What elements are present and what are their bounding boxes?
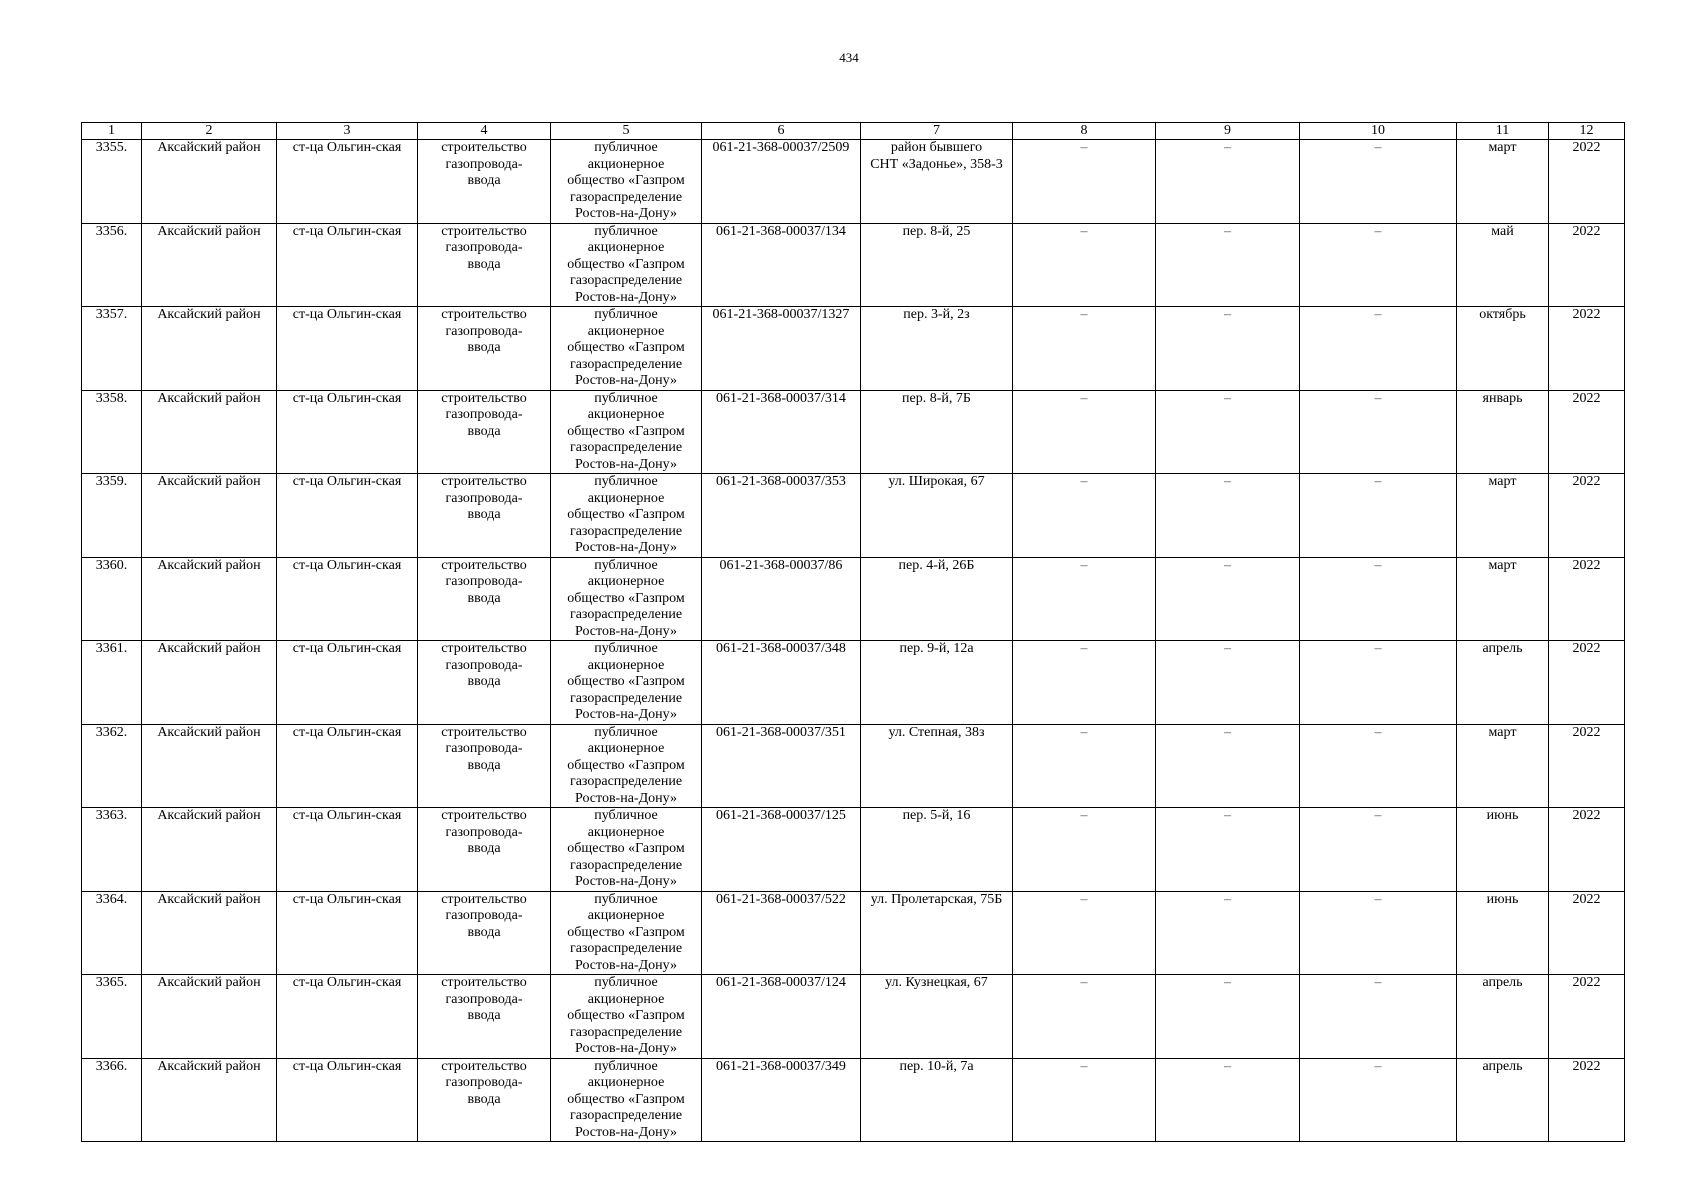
column-number-10: 10 bbox=[1300, 123, 1457, 140]
month-cell: апрель bbox=[1457, 1058, 1549, 1142]
org-line: акционерное bbox=[587, 908, 665, 923]
year-cell: 2022 bbox=[1549, 307, 1625, 391]
work-line: газопровода- bbox=[445, 741, 523, 756]
org-line: акционерное bbox=[587, 490, 665, 506]
org-line: Ростов-на-Дону» bbox=[575, 874, 677, 889]
district-cell: Аксайский район bbox=[142, 724, 277, 808]
col9-cell: – bbox=[1156, 474, 1300, 558]
org-line: акционерное bbox=[587, 1075, 665, 1090]
district-cell: Аксайский район bbox=[142, 891, 277, 975]
district-cell: Аксайский район bbox=[142, 557, 277, 641]
org-line: общество «Газпром bbox=[567, 423, 685, 439]
organization-cell bbox=[551, 808, 702, 892]
col10-cell: – bbox=[1300, 724, 1457, 808]
org-line: публичное bbox=[594, 390, 658, 406]
org-line: газораспределение bbox=[569, 440, 683, 455]
cadastral-code-cell: 061-21-368-00037/125 bbox=[702, 808, 861, 892]
month-cell: апрель bbox=[1457, 975, 1549, 1059]
settlement-cell: ст-ца Ольгин-ская bbox=[277, 140, 418, 224]
district-cell: Аксайский район bbox=[142, 307, 277, 391]
year-cell: 2022 bbox=[1549, 808, 1625, 892]
org-line: Ростов-на-Дону» bbox=[575, 707, 677, 722]
col9-cell: – bbox=[1156, 223, 1300, 307]
work-line: ввода bbox=[467, 924, 501, 940]
org-line: акционерное bbox=[587, 991, 665, 1007]
col8-cell: – bbox=[1013, 1058, 1156, 1142]
district-cell: Аксайский район bbox=[142, 390, 277, 474]
work-line: газопровода- bbox=[445, 1075, 523, 1090]
table-row bbox=[82, 1058, 1625, 1142]
org-line: акционерное bbox=[587, 741, 665, 756]
org-line: газораспределение bbox=[569, 607, 683, 622]
address-cell bbox=[861, 307, 1013, 391]
org-line: Ростов-на-Дону» bbox=[575, 456, 677, 472]
address-cell bbox=[861, 474, 1013, 558]
district-cell: Аксайский район bbox=[142, 1058, 277, 1142]
col8-cell: – bbox=[1013, 390, 1156, 474]
work-type-cell bbox=[418, 474, 551, 558]
org-line: общество «Газпром bbox=[567, 173, 685, 188]
work-line: строительство bbox=[441, 641, 527, 656]
column-number-4: 4 bbox=[418, 123, 551, 140]
address-cell bbox=[861, 140, 1013, 224]
work-line: строительство bbox=[441, 307, 527, 322]
org-line: акционерное bbox=[587, 323, 665, 339]
month-cell: март bbox=[1457, 557, 1549, 641]
work-line: ввода bbox=[467, 423, 501, 439]
work-line: ввода bbox=[467, 1091, 501, 1107]
column-number-2: 2 bbox=[142, 123, 277, 140]
column-number-12: 12 bbox=[1549, 123, 1625, 140]
work-line: ввода bbox=[467, 1008, 501, 1023]
year-cell: 2022 bbox=[1549, 641, 1625, 725]
org-line: акционерное bbox=[587, 407, 665, 422]
work-line: газопровода- bbox=[445, 156, 523, 172]
org-line: газораспределение bbox=[569, 690, 683, 706]
work-type-cell bbox=[418, 724, 551, 808]
org-line: акционерное bbox=[587, 156, 665, 172]
address-cell bbox=[861, 641, 1013, 725]
month-cell: июнь bbox=[1457, 808, 1549, 892]
work-type-cell bbox=[418, 390, 551, 474]
settlement-cell: ст-ца Ольгин-ская bbox=[277, 891, 418, 975]
cadastral-code-cell: 061-21-368-00037/86 bbox=[702, 557, 861, 641]
work-type-cell bbox=[418, 140, 551, 224]
address-line: пер. 5-й, 16 bbox=[902, 808, 971, 823]
cadastral-code-cell: 061-21-368-00037/134 bbox=[702, 223, 861, 307]
settlement-cell: ст-ца Ольгин-ская bbox=[277, 1058, 418, 1142]
district-cell: Аксайский район bbox=[142, 140, 277, 224]
org-line: Ростов-на-Дону» bbox=[575, 373, 677, 388]
organization-cell bbox=[551, 975, 702, 1059]
settlement-cell: ст-ца Ольгин-ская bbox=[277, 307, 418, 391]
col8-cell: – bbox=[1013, 557, 1156, 641]
cadastral-code-cell: 061-21-368-00037/353 bbox=[702, 474, 861, 558]
work-line: строительство bbox=[441, 724, 527, 740]
organization-cell bbox=[551, 474, 702, 558]
org-line: газораспределение bbox=[569, 523, 683, 539]
org-line: публичное bbox=[594, 891, 658, 907]
address-line: СНТ «Задонье», 358-3 bbox=[870, 156, 1003, 172]
work-line: строительство bbox=[441, 140, 527, 155]
org-line: Ростов-на-Дону» bbox=[575, 540, 677, 555]
col9-cell: – bbox=[1156, 307, 1300, 391]
table-row bbox=[82, 307, 1625, 391]
col10-cell: – bbox=[1300, 641, 1457, 725]
address-cell bbox=[861, 724, 1013, 808]
address-line: пер. 8-й, 25 bbox=[902, 223, 971, 239]
month-cell: май bbox=[1457, 223, 1549, 307]
column-number-1: 1 bbox=[82, 123, 142, 140]
work-line: газопровода- bbox=[445, 574, 523, 589]
address-cell bbox=[861, 390, 1013, 474]
settlement-cell: ст-ца Ольгин-ская bbox=[277, 641, 418, 725]
address-line: пер. 9-й, 12а bbox=[899, 641, 974, 656]
row-number: 3355. bbox=[82, 140, 142, 224]
cadastral-code-cell: 061-21-368-00037/2509 bbox=[702, 140, 861, 224]
address-line: пер. 4-й, 26Б bbox=[898, 557, 975, 573]
row-number: 3356. bbox=[82, 223, 142, 307]
row-number: 3362. bbox=[82, 724, 142, 808]
row-number: 3360. bbox=[82, 557, 142, 641]
row-number: 3357. bbox=[82, 307, 142, 391]
year-cell: 2022 bbox=[1549, 390, 1625, 474]
col10-cell: – bbox=[1300, 223, 1457, 307]
organization-cell bbox=[551, 307, 702, 391]
col8-cell: – bbox=[1013, 474, 1156, 558]
org-line: общество «Газпром bbox=[567, 590, 685, 606]
org-line: газораспределение bbox=[569, 857, 683, 873]
col9-cell: – bbox=[1156, 724, 1300, 808]
address-line: пер. 10-й, 7а bbox=[899, 1058, 974, 1074]
address-cell bbox=[861, 557, 1013, 641]
col8-cell: – bbox=[1013, 975, 1156, 1059]
district-cell: Аксайский район bbox=[142, 641, 277, 725]
col10-cell: – bbox=[1300, 891, 1457, 975]
column-number-8: 8 bbox=[1013, 123, 1156, 140]
month-cell: апрель bbox=[1457, 641, 1549, 725]
district-cell: Аксайский район bbox=[142, 474, 277, 558]
org-line: Ростов-на-Дону» bbox=[575, 623, 677, 639]
year-cell: 2022 bbox=[1549, 557, 1625, 641]
org-line: газораспределение bbox=[569, 1108, 683, 1123]
org-line: акционерное bbox=[587, 657, 665, 673]
work-line: газопровода- bbox=[445, 991, 523, 1007]
col10-cell: – bbox=[1300, 1058, 1457, 1142]
page-number: 434 bbox=[839, 50, 859, 65]
address-cell bbox=[861, 223, 1013, 307]
org-line: Ростов-на-Дону» bbox=[575, 1124, 677, 1140]
settlement-cell: ст-ца Ольгин-ская bbox=[277, 474, 418, 558]
column-number-5: 5 bbox=[551, 123, 702, 140]
work-type-cell bbox=[418, 557, 551, 641]
org-line: акционерное bbox=[587, 574, 665, 589]
work-line: строительство bbox=[441, 1058, 527, 1074]
address-cell bbox=[861, 891, 1013, 975]
work-line: ввода bbox=[467, 674, 501, 689]
column-number-9: 9 bbox=[1156, 123, 1300, 140]
gas-connection-table bbox=[81, 122, 1625, 1142]
work-line: ввода bbox=[467, 173, 501, 188]
work-type-cell bbox=[418, 1058, 551, 1142]
work-line: ввода bbox=[467, 256, 501, 272]
col8-cell: – bbox=[1013, 307, 1156, 391]
work-line: газопровода- bbox=[445, 908, 523, 923]
work-line: газопровода- bbox=[445, 490, 523, 506]
year-cell: 2022 bbox=[1549, 140, 1625, 224]
organization-cell bbox=[551, 223, 702, 307]
col10-cell: – bbox=[1300, 808, 1457, 892]
table-row bbox=[82, 724, 1625, 808]
work-line: строительство bbox=[441, 390, 527, 406]
org-line: Ростов-на-Дону» bbox=[575, 289, 677, 305]
month-cell: март bbox=[1457, 474, 1549, 558]
address-line: пер. 8-й, 7Б bbox=[902, 390, 971, 406]
col9-cell: – bbox=[1156, 975, 1300, 1059]
organization-cell bbox=[551, 724, 702, 808]
year-cell: 2022 bbox=[1549, 891, 1625, 975]
district-cell: Аксайский район bbox=[142, 223, 277, 307]
org-line: акционерное bbox=[587, 240, 665, 255]
col9-cell: – bbox=[1156, 808, 1300, 892]
col9-cell: – bbox=[1156, 390, 1300, 474]
org-line: общество «Газпром bbox=[567, 507, 685, 522]
address-cell bbox=[861, 1058, 1013, 1142]
row-number: 3361. bbox=[82, 641, 142, 725]
table-row bbox=[82, 808, 1625, 892]
month-cell: июнь bbox=[1457, 891, 1549, 975]
table-row bbox=[82, 474, 1625, 558]
row-number: 3359. bbox=[82, 474, 142, 558]
table-row bbox=[82, 223, 1625, 307]
col10-cell: – bbox=[1300, 975, 1457, 1059]
year-cell: 2022 bbox=[1549, 724, 1625, 808]
address-line: пер. 3-й, 2з bbox=[903, 307, 970, 322]
col10-cell: – bbox=[1300, 390, 1457, 474]
org-line: газораспределение bbox=[569, 356, 683, 372]
col8-cell: – bbox=[1013, 891, 1156, 975]
column-number-7: 7 bbox=[861, 123, 1013, 140]
org-line: публичное bbox=[594, 223, 658, 239]
organization-cell bbox=[551, 1058, 702, 1142]
work-type-cell bbox=[418, 891, 551, 975]
address-line: район бывшего bbox=[890, 140, 983, 155]
work-type-cell bbox=[418, 808, 551, 892]
org-line: газораспределение bbox=[569, 1024, 683, 1040]
work-line: газопровода- bbox=[445, 824, 523, 840]
col9-cell: – bbox=[1156, 891, 1300, 975]
col10-cell: – bbox=[1300, 140, 1457, 224]
address-line: ул. Широкая, 67 bbox=[888, 474, 985, 489]
org-line: общество «Газпром bbox=[567, 841, 685, 856]
table-row bbox=[82, 390, 1625, 474]
column-number-6: 6 bbox=[702, 123, 861, 140]
table-row bbox=[82, 557, 1625, 641]
col8-cell: – bbox=[1013, 641, 1156, 725]
row-number: 3358. bbox=[82, 390, 142, 474]
column-number-row bbox=[82, 123, 1625, 140]
year-cell: 2022 bbox=[1549, 474, 1625, 558]
col9-cell: – bbox=[1156, 140, 1300, 224]
cadastral-code-cell: 061-21-368-00037/349 bbox=[702, 1058, 861, 1142]
col8-cell: – bbox=[1013, 724, 1156, 808]
cadastral-code-cell: 061-21-368-00037/348 bbox=[702, 641, 861, 725]
year-cell: 2022 bbox=[1549, 975, 1625, 1059]
org-line: публичное bbox=[594, 724, 658, 740]
col9-cell: – bbox=[1156, 557, 1300, 641]
cadastral-code-cell: 061-21-368-00037/314 bbox=[702, 390, 861, 474]
work-line: ввода bbox=[467, 841, 501, 856]
col8-cell: – bbox=[1013, 140, 1156, 224]
org-line: публичное bbox=[594, 641, 658, 656]
organization-cell bbox=[551, 641, 702, 725]
column-number-3: 3 bbox=[277, 123, 418, 140]
work-line: строительство bbox=[441, 557, 527, 573]
cadastral-code-cell: 061-21-368-00037/124 bbox=[702, 975, 861, 1059]
organization-cell bbox=[551, 557, 702, 641]
org-line: общество «Газпром bbox=[567, 256, 685, 272]
year-cell: 2022 bbox=[1549, 1058, 1625, 1142]
work-line: ввода bbox=[467, 340, 501, 355]
org-line: газораспределение bbox=[569, 273, 683, 288]
district-cell: Аксайский район bbox=[142, 808, 277, 892]
work-type-cell bbox=[418, 223, 551, 307]
table-row bbox=[82, 140, 1625, 224]
work-line: газопровода- bbox=[445, 657, 523, 673]
work-line: ввода bbox=[467, 757, 501, 773]
address-line: ул. Пролетарская, 75Б bbox=[870, 891, 1003, 907]
cadastral-code-cell: 061-21-368-00037/1327 bbox=[702, 307, 861, 391]
cadastral-code-cell: 061-21-368-00037/522 bbox=[702, 891, 861, 975]
work-line: строительство bbox=[441, 808, 527, 823]
address-line: ул. Кузнецкая, 67 bbox=[885, 975, 988, 990]
month-cell: март bbox=[1457, 724, 1549, 808]
address-cell bbox=[861, 808, 1013, 892]
work-line: газопровода- bbox=[445, 407, 523, 422]
col9-cell: – bbox=[1156, 1058, 1300, 1142]
org-line: публичное bbox=[594, 140, 658, 155]
table-row bbox=[82, 891, 1625, 975]
org-line: газораспределение bbox=[569, 941, 683, 956]
work-line: строительство bbox=[441, 975, 527, 990]
work-line: газопровода- bbox=[445, 240, 523, 255]
work-line: строительство bbox=[441, 891, 527, 907]
settlement-cell: ст-ца Ольгин-ская bbox=[277, 975, 418, 1059]
org-line: публичное bbox=[594, 474, 658, 489]
org-line: общество «Газпром bbox=[567, 1091, 685, 1107]
work-line: строительство bbox=[441, 223, 527, 239]
settlement-cell: ст-ца Ольгин-ская bbox=[277, 390, 418, 474]
org-line: акционерное bbox=[587, 824, 665, 840]
col10-cell: – bbox=[1300, 307, 1457, 391]
month-cell: март bbox=[1457, 140, 1549, 224]
month-cell: январь bbox=[1457, 390, 1549, 474]
col10-cell: – bbox=[1300, 474, 1457, 558]
table-row bbox=[82, 641, 1625, 725]
org-line: публичное bbox=[594, 1058, 658, 1074]
col9-cell: – bbox=[1156, 641, 1300, 725]
work-type-cell bbox=[418, 307, 551, 391]
organization-cell bbox=[551, 140, 702, 224]
col8-cell: – bbox=[1013, 808, 1156, 892]
org-line: общество «Газпром bbox=[567, 757, 685, 773]
settlement-cell: ст-ца Ольгин-ская bbox=[277, 557, 418, 641]
settlement-cell: ст-ца Ольгин-ская bbox=[277, 808, 418, 892]
month-cell: октябрь bbox=[1457, 307, 1549, 391]
column-number-11: 11 bbox=[1457, 123, 1549, 140]
col8-cell: – bbox=[1013, 223, 1156, 307]
org-line: Ростов-на-Дону» bbox=[575, 1041, 677, 1056]
settlement-cell: ст-ца Ольгин-ская bbox=[277, 223, 418, 307]
row-number: 3366. bbox=[82, 1058, 142, 1142]
row-number: 3364. bbox=[82, 891, 142, 975]
row-number: 3365. bbox=[82, 975, 142, 1059]
work-line: ввода bbox=[467, 590, 501, 606]
org-line: публичное bbox=[594, 557, 658, 573]
row-number: 3363. bbox=[82, 808, 142, 892]
org-line: общество «Газпром bbox=[567, 924, 685, 940]
org-line: общество «Газпром bbox=[567, 1008, 685, 1023]
org-line: Ростов-на-Дону» bbox=[575, 790, 677, 806]
org-line: газораспределение bbox=[569, 774, 683, 789]
org-line: Ростов-на-Дону» bbox=[575, 206, 677, 221]
work-line: строительство bbox=[441, 474, 527, 489]
org-line: общество «Газпром bbox=[567, 340, 685, 355]
work-line: газопровода- bbox=[445, 323, 523, 339]
org-line: общество «Газпром bbox=[567, 674, 685, 689]
settlement-cell: ст-ца Ольгин-ская bbox=[277, 724, 418, 808]
organization-cell bbox=[551, 390, 702, 474]
org-line: Ростов-на-Дону» bbox=[575, 957, 677, 973]
table-row bbox=[82, 975, 1625, 1059]
org-line: публичное bbox=[594, 808, 658, 823]
year-cell: 2022 bbox=[1549, 223, 1625, 307]
org-line: газораспределение bbox=[569, 189, 683, 205]
address-line: ул. Степная, 38з bbox=[888, 724, 985, 740]
org-line: публичное bbox=[594, 307, 658, 322]
work-type-cell bbox=[418, 975, 551, 1059]
org-line: публичное bbox=[594, 975, 658, 990]
address-cell bbox=[861, 975, 1013, 1059]
work-type-cell bbox=[418, 641, 551, 725]
work-line: ввода bbox=[467, 507, 501, 522]
organization-cell bbox=[551, 891, 702, 975]
district-cell: Аксайский район bbox=[142, 975, 277, 1059]
col10-cell: – bbox=[1300, 557, 1457, 641]
cadastral-code-cell: 061-21-368-00037/351 bbox=[702, 724, 861, 808]
